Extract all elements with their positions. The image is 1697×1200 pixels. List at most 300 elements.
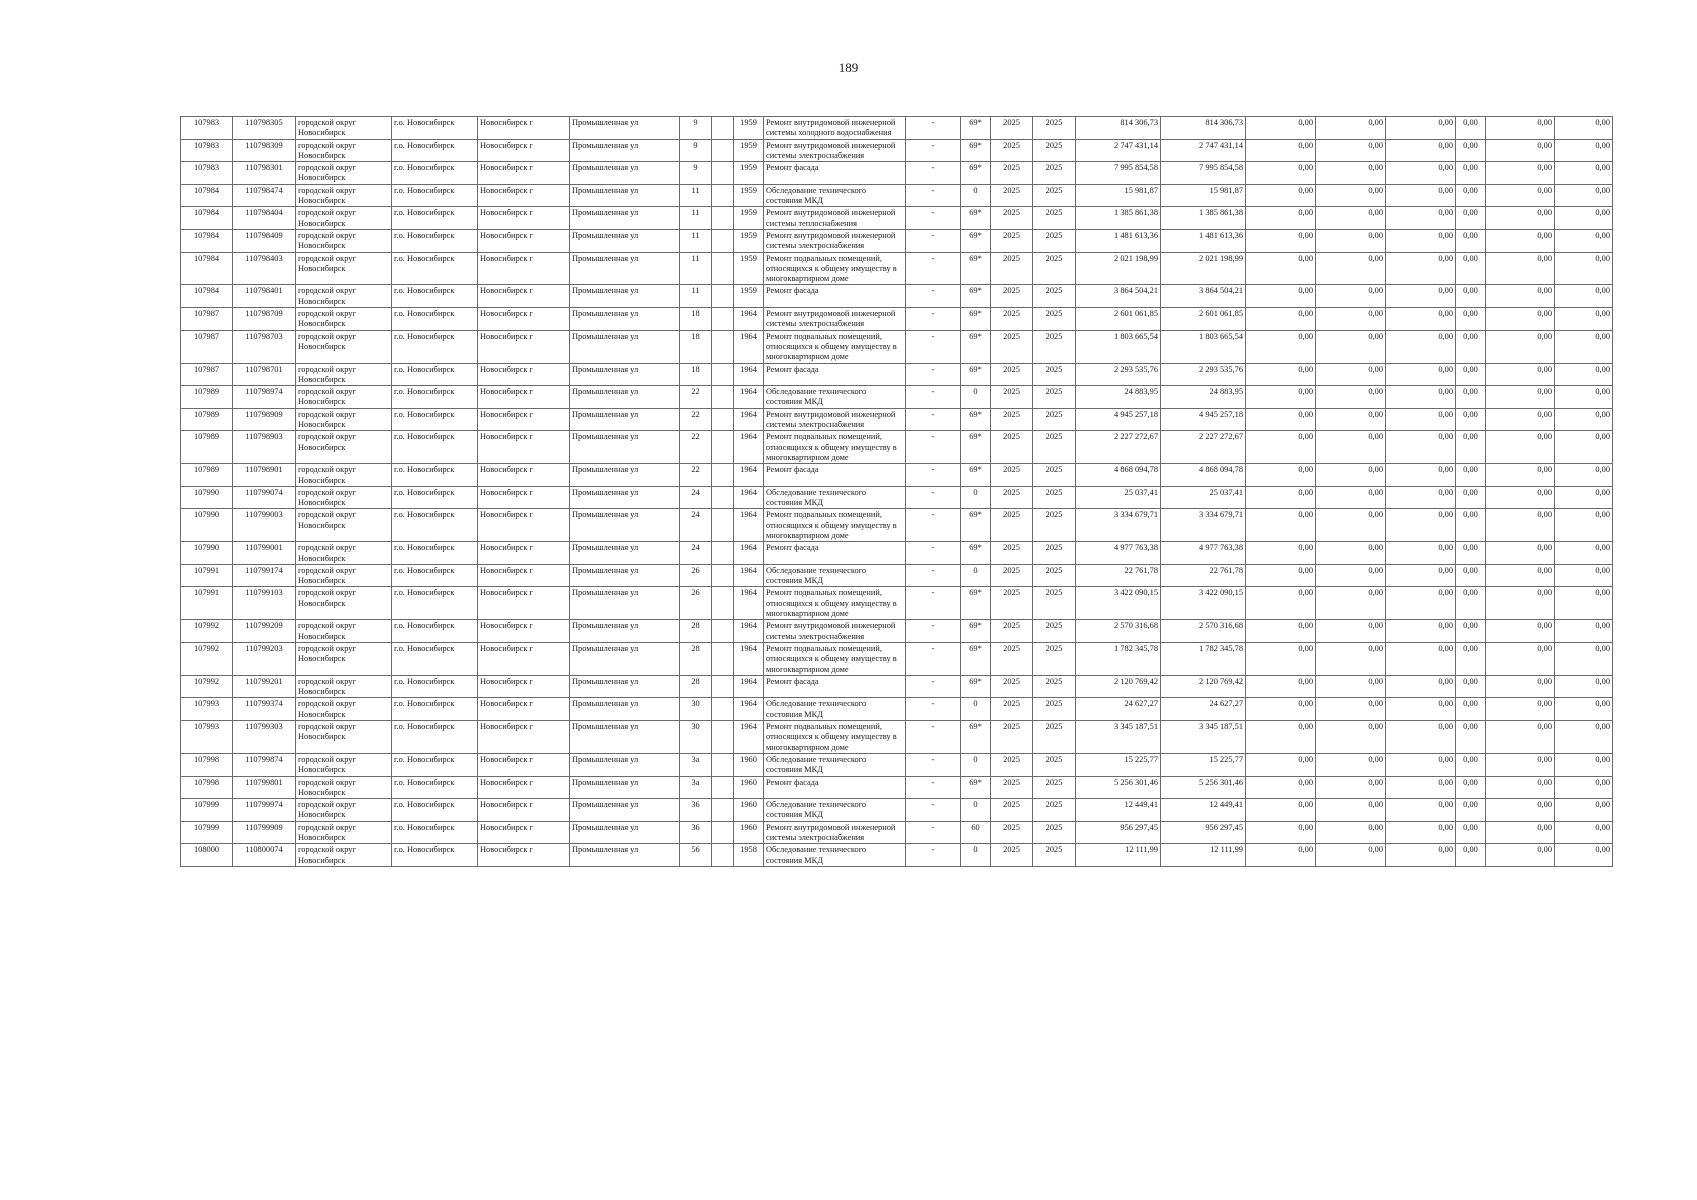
cell-work-type: Ремонт подвальных помещений, относящихся к общему имуществу в многоквартирном доме	[764, 431, 906, 464]
cell-house-id: 107991	[181, 587, 233, 620]
cell-end-year: 2025	[1033, 542, 1076, 565]
cell-house-id: 107984	[181, 285, 233, 308]
cell-municipality: городской округ Новосибирск	[296, 207, 392, 230]
cell-house-number: 24	[680, 509, 712, 542]
cell-street: Промышленная ул	[570, 464, 680, 487]
cell-fund-cost: 12 449,41	[1161, 799, 1246, 822]
cell-wear: 69*	[961, 308, 991, 331]
cell-wear: 69*	[961, 139, 991, 162]
cell-municipality: городской округ Новосибирск	[296, 564, 392, 587]
cell-house-id: 108000	[181, 844, 233, 867]
cell-wear: 69*	[961, 162, 991, 185]
cell-end-year: 2025	[1033, 285, 1076, 308]
cell-locality: Новосибирск г	[478, 386, 570, 409]
cell-extra-cost: 0,00	[1555, 821, 1613, 844]
cell-locality: Новосибирск г	[478, 229, 570, 252]
cell-extra-cost: 0,00	[1555, 486, 1613, 509]
cell-street: Промышленная ул	[570, 207, 680, 230]
cell-work-type: Ремонт фасада	[764, 363, 906, 386]
cell-note: -	[906, 776, 961, 799]
cell-owners-share: 0,00	[1456, 308, 1486, 331]
cell-house-number: 22	[680, 431, 712, 464]
cell-local-cost: 0,00	[1386, 229, 1456, 252]
cell-other-cost: 0,00	[1486, 117, 1555, 140]
table-row	[181, 776, 1613, 799]
cell-local-cost: 0,00	[1386, 486, 1456, 509]
table-row	[181, 139, 1613, 162]
cell-build-year: 1959	[734, 139, 764, 162]
cell-regional-cost: 0,00	[1316, 564, 1386, 587]
cell-wear: 69*	[961, 363, 991, 386]
cell-house-id: 107990	[181, 542, 233, 565]
cell-note: -	[906, 486, 961, 509]
cell-local-cost: 0,00	[1386, 162, 1456, 185]
cell-total-cost: 2 601 061,85	[1076, 308, 1161, 331]
cell-municipality: городской округ Новосибирск	[296, 363, 392, 386]
cell-total-cost: 2 747 431,14	[1076, 139, 1161, 162]
cell-settlement: г.о. Новосибирск	[392, 675, 478, 698]
cell-other-cost: 0,00	[1486, 184, 1555, 207]
cell-total-cost: 3 334 679,71	[1076, 509, 1161, 542]
cell-note: -	[906, 844, 961, 867]
cell-fund-cost: 2 227 272,67	[1161, 431, 1246, 464]
cell-locality: Новосибирск г	[478, 431, 570, 464]
cell-work-id: 110798301	[233, 162, 296, 185]
cell-federal-cost: 0,00	[1246, 408, 1316, 431]
cell-work-type: Ремонт фасада	[764, 776, 906, 799]
cell-local-cost: 0,00	[1386, 642, 1456, 675]
cell-start-year: 2025	[991, 285, 1033, 308]
cell-owners-share: 0,00	[1456, 721, 1486, 754]
cell-work-type: Ремонт внутридомовой инженерной системы электроснабжения	[764, 308, 906, 331]
cell-end-year: 2025	[1033, 509, 1076, 542]
cell-street: Промышленная ул	[570, 363, 680, 386]
cell-fund-cost: 22 761,78	[1161, 564, 1246, 587]
cell-end-year: 2025	[1033, 620, 1076, 643]
cell-fund-cost: 956 297,45	[1161, 821, 1246, 844]
cell-house-number: 3а	[680, 753, 712, 776]
cell-federal-cost: 0,00	[1246, 431, 1316, 464]
cell-building	[712, 799, 734, 822]
cell-extra-cost: 0,00	[1555, 386, 1613, 409]
cell-total-cost: 4 945 257,18	[1076, 408, 1161, 431]
table-row	[181, 698, 1613, 721]
cell-other-cost: 0,00	[1486, 308, 1555, 331]
cell-extra-cost: 0,00	[1555, 464, 1613, 487]
cell-work-type: Обследование технического состояния МКД	[764, 753, 906, 776]
cell-regional-cost: 0,00	[1316, 252, 1386, 285]
cell-fund-cost: 2 120 769,42	[1161, 675, 1246, 698]
cell-local-cost: 0,00	[1386, 386, 1456, 409]
cell-street: Промышленная ул	[570, 509, 680, 542]
cell-building	[712, 117, 734, 140]
cell-fund-cost: 1 385 861,38	[1161, 207, 1246, 230]
cell-work-type: Обследование технического состояния МКД	[764, 698, 906, 721]
cell-municipality: городской округ Новосибирск	[296, 330, 392, 363]
cell-federal-cost: 0,00	[1246, 564, 1316, 587]
cell-settlement: г.о. Новосибирск	[392, 162, 478, 185]
cell-note: -	[906, 620, 961, 643]
cell-work-type: Ремонт внутридомовой инженерной системы электроснабжения	[764, 821, 906, 844]
cell-total-cost: 12 449,41	[1076, 799, 1161, 822]
cell-note: -	[906, 363, 961, 386]
cell-other-cost: 0,00	[1486, 486, 1555, 509]
cell-locality: Новосибирск г	[478, 139, 570, 162]
cell-street: Промышленная ул	[570, 799, 680, 822]
cell-end-year: 2025	[1033, 386, 1076, 409]
cell-other-cost: 0,00	[1486, 139, 1555, 162]
cell-owners-share: 0,00	[1456, 408, 1486, 431]
cell-settlement: г.о. Новосибирск	[392, 308, 478, 331]
cell-work-type: Ремонт фасада	[764, 285, 906, 308]
cell-start-year: 2025	[991, 207, 1033, 230]
cell-street: Промышленная ул	[570, 431, 680, 464]
cell-street: Промышленная ул	[570, 252, 680, 285]
cell-regional-cost: 0,00	[1316, 431, 1386, 464]
cell-start-year: 2025	[991, 642, 1033, 675]
cell-fund-cost: 814 306,73	[1161, 117, 1246, 140]
cell-start-year: 2025	[991, 698, 1033, 721]
cell-street: Промышленная ул	[570, 162, 680, 185]
cell-other-cost: 0,00	[1486, 464, 1555, 487]
cell-owners-share: 0,00	[1456, 363, 1486, 386]
cell-street: Промышленная ул	[570, 587, 680, 620]
cell-federal-cost: 0,00	[1246, 509, 1316, 542]
cell-building	[712, 776, 734, 799]
cell-fund-cost: 4 977 763,38	[1161, 542, 1246, 565]
cell-fund-cost: 4 868 094,78	[1161, 464, 1246, 487]
cell-house-id: 107983	[181, 117, 233, 140]
cell-house-id: 107992	[181, 675, 233, 698]
cell-extra-cost: 0,00	[1555, 620, 1613, 643]
cell-extra-cost: 0,00	[1555, 799, 1613, 822]
cell-owners-share: 0,00	[1456, 252, 1486, 285]
cell-fund-cost: 3 334 679,71	[1161, 509, 1246, 542]
cell-street: Промышленная ул	[570, 408, 680, 431]
cell-house-number: 26	[680, 587, 712, 620]
cell-work-id: 110799201	[233, 675, 296, 698]
cell-note: -	[906, 675, 961, 698]
cell-locality: Новосибирск г	[478, 252, 570, 285]
cell-build-year: 1960	[734, 821, 764, 844]
cell-other-cost: 0,00	[1486, 821, 1555, 844]
cell-federal-cost: 0,00	[1246, 587, 1316, 620]
cell-regional-cost: 0,00	[1316, 542, 1386, 565]
cell-municipality: городской округ Новосибирск	[296, 799, 392, 822]
cell-local-cost: 0,00	[1386, 698, 1456, 721]
cell-street: Промышленная ул	[570, 117, 680, 140]
cell-work-type: Ремонт внутридомовой инженерной системы теплоснабжения	[764, 207, 906, 230]
cell-start-year: 2025	[991, 330, 1033, 363]
cell-street: Промышленная ул	[570, 698, 680, 721]
cell-regional-cost: 0,00	[1316, 408, 1386, 431]
cell-owners-share: 0,00	[1456, 486, 1486, 509]
cell-street: Промышленная ул	[570, 675, 680, 698]
cell-end-year: 2025	[1033, 753, 1076, 776]
cell-wear: 69*	[961, 252, 991, 285]
cell-regional-cost: 0,00	[1316, 675, 1386, 698]
cell-building	[712, 675, 734, 698]
cell-extra-cost: 0,00	[1555, 229, 1613, 252]
cell-settlement: г.о. Новосибирск	[392, 620, 478, 643]
cell-wear: 0	[961, 564, 991, 587]
cell-fund-cost: 1 803 665,54	[1161, 330, 1246, 363]
cell-note: -	[906, 799, 961, 822]
cell-wear: 60	[961, 821, 991, 844]
cell-work-type: Ремонт подвальных помещений, относящихся к общему имуществу в многоквартирном доме	[764, 587, 906, 620]
cell-wear: 69*	[961, 721, 991, 754]
cell-work-id: 110799003	[233, 509, 296, 542]
cell-regional-cost: 0,00	[1316, 162, 1386, 185]
cell-start-year: 2025	[991, 844, 1033, 867]
cell-work-id: 110800074	[233, 844, 296, 867]
cell-extra-cost: 0,00	[1555, 330, 1613, 363]
cell-house-id: 107987	[181, 330, 233, 363]
cell-extra-cost: 0,00	[1555, 698, 1613, 721]
cell-local-cost: 0,00	[1386, 675, 1456, 698]
cell-federal-cost: 0,00	[1246, 464, 1316, 487]
cell-owners-share: 0,00	[1456, 162, 1486, 185]
cell-work-type: Обследование технического состояния МКД	[764, 564, 906, 587]
cell-wear: 69*	[961, 117, 991, 140]
cell-building	[712, 844, 734, 867]
cell-work-type: Ремонт фасада	[764, 162, 906, 185]
cell-house-id: 107987	[181, 308, 233, 331]
cell-owners-share: 0,00	[1456, 753, 1486, 776]
cell-municipality: городской округ Новосибирск	[296, 386, 392, 409]
cell-federal-cost: 0,00	[1246, 308, 1316, 331]
cell-wear: 69*	[961, 408, 991, 431]
cell-start-year: 2025	[991, 184, 1033, 207]
cell-fund-cost: 2 293 535,76	[1161, 363, 1246, 386]
cell-work-id: 110798703	[233, 330, 296, 363]
cell-building	[712, 308, 734, 331]
cell-work-type: Обследование технического состояния МКД	[764, 844, 906, 867]
cell-total-cost: 2 021 198,99	[1076, 252, 1161, 285]
cell-house-number: 36	[680, 821, 712, 844]
cell-other-cost: 0,00	[1486, 386, 1555, 409]
cell-regional-cost: 0,00	[1316, 229, 1386, 252]
cell-work-type: Обследование технического состояния МКД	[764, 799, 906, 822]
cell-wear: 69*	[961, 229, 991, 252]
table-row	[181, 675, 1613, 698]
cell-municipality: городской округ Новосибирск	[296, 464, 392, 487]
cell-work-id: 110798409	[233, 229, 296, 252]
cell-build-year: 1959	[734, 184, 764, 207]
cell-locality: Новосибирск г	[478, 184, 570, 207]
cell-owners-share: 0,00	[1456, 207, 1486, 230]
cell-build-year: 1960	[734, 753, 764, 776]
cell-municipality: городской округ Новосибирск	[296, 587, 392, 620]
cell-work-type: Обследование технического состояния МКД	[764, 386, 906, 409]
cell-wear: 69*	[961, 642, 991, 675]
cell-federal-cost: 0,00	[1246, 542, 1316, 565]
cell-local-cost: 0,00	[1386, 776, 1456, 799]
cell-building	[712, 431, 734, 464]
cell-federal-cost: 0,00	[1246, 285, 1316, 308]
cell-municipality: городской округ Новосибирск	[296, 698, 392, 721]
cell-fund-cost: 1 481 613,36	[1161, 229, 1246, 252]
table-row	[181, 207, 1613, 230]
cell-note: -	[906, 308, 961, 331]
cell-extra-cost: 0,00	[1555, 542, 1613, 565]
cell-house-number: 11	[680, 184, 712, 207]
table-row	[181, 509, 1613, 542]
cell-owners-share: 0,00	[1456, 330, 1486, 363]
cell-other-cost: 0,00	[1486, 799, 1555, 822]
cell-build-year: 1964	[734, 464, 764, 487]
cell-total-cost: 2 293 535,76	[1076, 363, 1161, 386]
cell-house-id: 107998	[181, 753, 233, 776]
cell-municipality: городской округ Новосибирск	[296, 229, 392, 252]
cell-extra-cost: 0,00	[1555, 776, 1613, 799]
cell-total-cost: 2 570 316,68	[1076, 620, 1161, 643]
cell-settlement: г.о. Новосибирск	[392, 139, 478, 162]
cell-locality: Новосибирск г	[478, 675, 570, 698]
cell-build-year: 1959	[734, 252, 764, 285]
cell-local-cost: 0,00	[1386, 330, 1456, 363]
cell-owners-share: 0,00	[1456, 564, 1486, 587]
cell-end-year: 2025	[1033, 776, 1076, 799]
cell-local-cost: 0,00	[1386, 564, 1456, 587]
cell-federal-cost: 0,00	[1246, 184, 1316, 207]
cell-wear: 0	[961, 184, 991, 207]
cell-total-cost: 15 225,77	[1076, 753, 1161, 776]
cell-work-type: Ремонт подвальных помещений, относящихся к общему имуществу в многоквартирном доме	[764, 509, 906, 542]
cell-work-type: Обследование технического состояния МКД	[764, 486, 906, 509]
cell-owners-share: 0,00	[1456, 386, 1486, 409]
cell-house-number: 3а	[680, 776, 712, 799]
cell-federal-cost: 0,00	[1246, 721, 1316, 754]
cell-build-year: 1964	[734, 486, 764, 509]
cell-regional-cost: 0,00	[1316, 776, 1386, 799]
cell-build-year: 1964	[734, 564, 764, 587]
cell-local-cost: 0,00	[1386, 753, 1456, 776]
cell-work-type: Ремонт подвальных помещений, относящихся к общему имуществу в многоквартирном доме	[764, 721, 906, 754]
cell-end-year: 2025	[1033, 139, 1076, 162]
cell-federal-cost: 0,00	[1246, 139, 1316, 162]
cell-extra-cost: 0,00	[1555, 431, 1613, 464]
cell-extra-cost: 0,00	[1555, 162, 1613, 185]
cell-regional-cost: 0,00	[1316, 486, 1386, 509]
cell-other-cost: 0,00	[1486, 721, 1555, 754]
cell-start-year: 2025	[991, 252, 1033, 285]
cell-house-id: 107989	[181, 431, 233, 464]
cell-total-cost: 4 977 763,38	[1076, 542, 1161, 565]
cell-start-year: 2025	[991, 117, 1033, 140]
cell-end-year: 2025	[1033, 642, 1076, 675]
cell-start-year: 2025	[991, 308, 1033, 331]
cell-build-year: 1964	[734, 542, 764, 565]
cell-work-id: 110799209	[233, 620, 296, 643]
cell-work-id: 110799001	[233, 542, 296, 565]
cell-building	[712, 753, 734, 776]
cell-building	[712, 285, 734, 308]
cell-regional-cost: 0,00	[1316, 844, 1386, 867]
cell-work-id: 110798305	[233, 117, 296, 140]
cell-total-cost: 25 037,41	[1076, 486, 1161, 509]
cell-wear: 0	[961, 486, 991, 509]
cell-regional-cost: 0,00	[1316, 285, 1386, 308]
cell-fund-cost: 2 570 316,68	[1161, 620, 1246, 643]
cell-building	[712, 386, 734, 409]
cell-local-cost: 0,00	[1386, 721, 1456, 754]
cell-federal-cost: 0,00	[1246, 486, 1316, 509]
cell-work-id: 110798709	[233, 308, 296, 331]
cell-work-id: 110798901	[233, 464, 296, 487]
cell-total-cost: 2 120 769,42	[1076, 675, 1161, 698]
cell-locality: Новосибирск г	[478, 776, 570, 799]
table-row	[181, 642, 1613, 675]
cell-house-id: 107983	[181, 162, 233, 185]
cell-municipality: городской округ Новосибирск	[296, 620, 392, 643]
cell-extra-cost: 0,00	[1555, 721, 1613, 754]
cell-wear: 69*	[961, 330, 991, 363]
cell-street: Промышленная ул	[570, 285, 680, 308]
cell-settlement: г.о. Новосибирск	[392, 363, 478, 386]
cell-local-cost: 0,00	[1386, 117, 1456, 140]
cell-local-cost: 0,00	[1386, 139, 1456, 162]
cell-work-type: Обследование технического состояния МКД	[764, 184, 906, 207]
cell-federal-cost: 0,00	[1246, 330, 1316, 363]
cell-work-id: 110798474	[233, 184, 296, 207]
table-row	[181, 162, 1613, 185]
cell-note: -	[906, 564, 961, 587]
cell-start-year: 2025	[991, 431, 1033, 464]
cell-end-year: 2025	[1033, 207, 1076, 230]
cell-locality: Новосибирск г	[478, 207, 570, 230]
cell-settlement: г.о. Новосибирск	[392, 698, 478, 721]
cell-locality: Новосибирск г	[478, 753, 570, 776]
cell-work-id: 110799801	[233, 776, 296, 799]
cell-house-id: 107991	[181, 564, 233, 587]
cell-house-id: 107989	[181, 386, 233, 409]
cell-extra-cost: 0,00	[1555, 117, 1613, 140]
cell-work-id: 110799909	[233, 821, 296, 844]
cell-settlement: г.о. Новосибирск	[392, 799, 478, 822]
cell-local-cost: 0,00	[1386, 363, 1456, 386]
cell-extra-cost: 0,00	[1555, 509, 1613, 542]
cell-extra-cost: 0,00	[1555, 753, 1613, 776]
cell-federal-cost: 0,00	[1246, 620, 1316, 643]
cell-other-cost: 0,00	[1486, 252, 1555, 285]
cell-note: -	[906, 117, 961, 140]
cell-start-year: 2025	[991, 386, 1033, 409]
cell-municipality: городской округ Новосибирск	[296, 252, 392, 285]
cell-owners-share: 0,00	[1456, 620, 1486, 643]
cell-owners-share: 0,00	[1456, 776, 1486, 799]
cell-other-cost: 0,00	[1486, 675, 1555, 698]
cell-street: Промышленная ул	[570, 844, 680, 867]
cell-fund-cost: 2 601 061,85	[1161, 308, 1246, 331]
cell-building	[712, 698, 734, 721]
cell-wear: 69*	[961, 464, 991, 487]
cell-other-cost: 0,00	[1486, 363, 1555, 386]
cell-start-year: 2025	[991, 821, 1033, 844]
cell-municipality: городской округ Новосибирск	[296, 408, 392, 431]
cell-house-number: 28	[680, 675, 712, 698]
cell-regional-cost: 0,00	[1316, 308, 1386, 331]
cell-federal-cost: 0,00	[1246, 844, 1316, 867]
cell-street: Промышленная ул	[570, 564, 680, 587]
cell-total-cost: 24 627,27	[1076, 698, 1161, 721]
cell-fund-cost: 1 782 345,78	[1161, 642, 1246, 675]
cell-work-type: Ремонт подвальных помещений, относящихся к общему имуществу в многоквартирном доме	[764, 252, 906, 285]
cell-municipality: городской округ Новосибирск	[296, 776, 392, 799]
cell-house-id: 107993	[181, 721, 233, 754]
cell-locality: Новосибирск г	[478, 698, 570, 721]
cell-start-year: 2025	[991, 542, 1033, 565]
